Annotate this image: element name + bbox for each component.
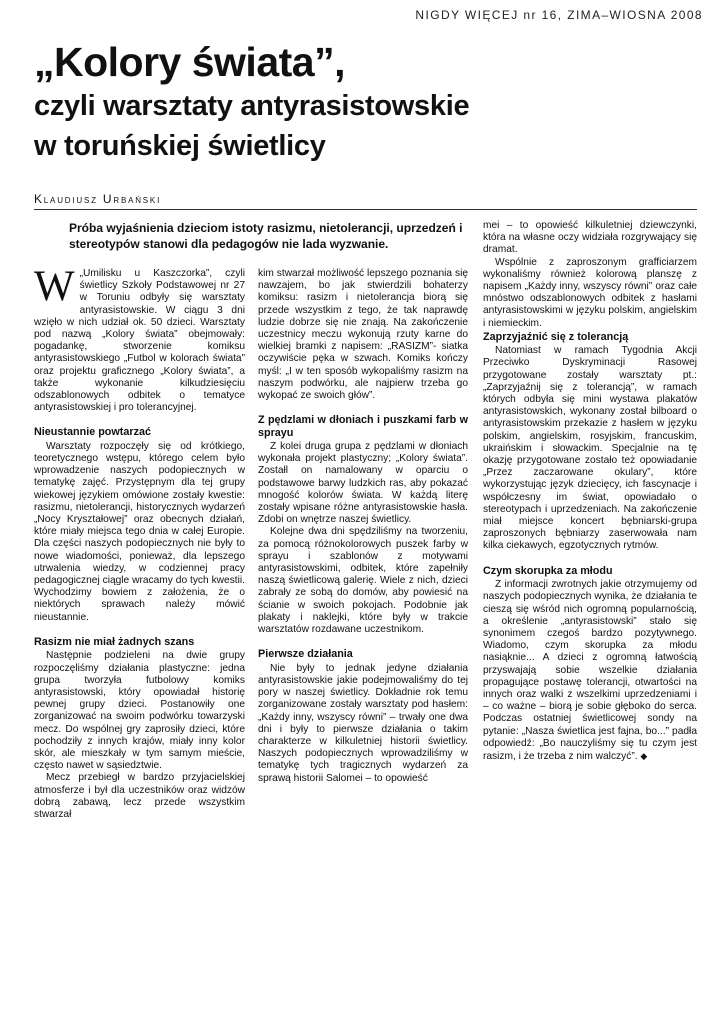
subheading: Z pędzlami w dłoniach i puszkami farb w sprayu (258, 414, 468, 439)
paragraph-text: „Umilisku u Kaszczorka”, czyli świetlicy Szkoły Podstawowej nr 27 w Toruniu odbyły się warsztaty antyrasistowskie. W ciągu 3 dni wzięło w nich udział ok. 50 dzieci. Warsztaty pod nazwą „Kolory świata” obejmowały: pogadankę, stworzenie komiksu antyrasistowskiego „Futbol w kolorach świata” oraz projektu graficznego „Kolory świata”, a także wykonanie kilkudziesięciu odszablonowych odbitek o tematyce antyrasistowskiej i pro tolerancyjnej. (34, 268, 245, 414)
paragraph: Wspólnie z zaproszonym grafficiarzem wykonaliśmy również kolorową planszę z napisem „Każdy inny, wszyscy równi” oraz całe mnóstwo odszablonowych odbitek z hasłami antyrasistowskimi w języku polskim, angielskim i niemieckim. (483, 256, 697, 329)
article-title (34, 38, 694, 166)
title-line-3: w toruńskiej świetlicy (34, 130, 326, 162)
byline-rule (34, 209, 697, 210)
paragraph: Kolejne dwa dni spędziliśmy na tworzeniu, za pomocą różnokolorowych puszek farby w sprayu i szablonów z motywami antyrasistowskimi, odbitek, które zapełniły naszą świetlicową galerię. Wiele z nich, dzieci zabrały ze sobą do domów, aby powiesić na ścianie w swoich pokojach. Podobnie jak plakaty i naklejki, które były w trakcie warsztatów rozdawane uczestnikom. (258, 526, 468, 636)
paragraph-text: Z informacji zwrotnych jakie otrzymujemy od naszych podopiecznych wynika, że działania te cieszą się wśród nich ogromną popularnością, a określenie „antyrasistowski” stało się synonimem czegoś bardzo pozytywnego. Wiadomo, czym skorupka za młodu nasiąknie... A dzieci z ogromną łatwością przyswajają sobie wszelkie działania propagujące postawę tolerancji, otwartości na innych oraz walki z wszelkimi uprzedzeniami i – co ważne – biorą je sobie głęboko do serca. Podczas ostatniej świetlicowej sondy na pytanie: „Nasza świetlica jest fajna, bo...” padła odpowiedź: „Bo nauczyliśmy się tu czym jest rasizm, i że trzeba z nim walczyć”. (483, 579, 697, 762)
paragraph: mei – to opowieść kilkuletniej dziewczynki, która na własne oczy widziała rozgrywający się dramat. (483, 220, 697, 256)
column-1 (34, 263, 245, 821)
drop-cap: W (34, 263, 75, 310)
paragraph: kim stwarzał możliwość lepszego poznania się nawzajem, bo jak stwierdzili bohaterzy komiksu: rasizm i nietolerancja biorą się przede wszystkim z tego, że tak naprawdę ludzie dobrze się nie znają. Na zakończenie uczestnicy meczu wykonują rzuty karne do wielkiej bramki z napisem: „RASIZM”- siatka oczywiście pęka w szwach. Komiks kończy myśl: „I w ten sposób wykopaliśmy rasizm na naszym podwórku, ale najpierw trzeba go wykopać ze swoich głów”. (258, 268, 468, 402)
column-2 (258, 268, 468, 785)
title-line-2: czyli warsztaty antyrasistowskie (34, 90, 470, 122)
paragraph (34, 263, 245, 414)
title-line-1: „Kolory świata”, (34, 39, 345, 85)
lead-paragraph: Próba wyjaśnienia dzieciom istoty rasizmu, nietolerancji, uprzedzeń i stereotypów stanowi dla pedagogów nie lada wyzwanie. (69, 221, 463, 251)
paragraph (483, 579, 697, 763)
paragraph: Warsztaty rozpoczęły się od krótkiego, teoretycznego wstępu, którego celem było wprowadzenie naszych podopiecznych w tematykę zajęć. Przystępnym dla tej grupy wiekowej językiem omówione zostały kwestie: rasizmu, nietolerancji, historycznych wydarzeń „Nocy Kryształowej” oraz obecnych działań, które miały miejsca tego dnia w całej Europie. Dla części naszych podopiecznych nie były to nowe wiadomości, ponieważ, dla lepszego utrwalenia wiedzy, w codziennej pracy pedagogicznej ciągle wracamy do tych kwestii. Wychodzimy bowiem z założenia, że o niektórych sprawach należy mówić nieustannie. (34, 440, 245, 623)
subheading: Pierwsze działania (258, 648, 353, 661)
subheading: Czym skorupka za młodu (483, 564, 613, 577)
end-mark-icon: ◆ (640, 750, 648, 761)
running-head: NIGDY WIĘCEJ nr 16, ZIMA–WIOSNA 2008 (415, 8, 703, 22)
column-3 (483, 220, 697, 763)
paragraph: Natomiast w ramach Tygodnia Akcji Przeciwko Dyskryminacji Rasowej przygotowane zostały warsztaty pt.: „Zaprzyjaźnij się z tolerancją”, w ramach których odbyła się mini wystawa plakatów antyrasistowskich, wykonany został bilboard o antyrasistowskim przekazie z hasłem w języku polskim, angielskim, rosyjskim, francuskim, ukraińskim i słowackim. Specjalnie na tę okazję przygotowane zostało też opowiadanie „Przez zaczarowane okulary”, które wykorzystując język dziecięcy, ich fascynacje i współczesny im świat, opowiadało o stereotypach i uprzedzeniach. Na zakończenie miał miejsce koncert bębniarski-grupa zaproszonych bębniarzy zaserwowała nam kilka ciekawych, egzotycznych rytmów. (483, 345, 697, 552)
paragraph: Następnie podzieleni na dwie grupy rozpoczęliśmy działania plastyczne: jedna grupa tworzyła futbolowy komiks antyrasistowski, który opowiadał historię pewnej grupy dzieci. Postanowiły one zorganizować na swoim podwórku towarzyski mecz. Do wspólnej gry zaprosiły dzieci, które pochodziły z innych krajów, miały inny kolor skór, ale mieszkały w tym samym mieście, często nawet w sąsiedztwie. (34, 650, 245, 772)
paragraph: Z kolei druga grupa z pędzlami w dłoniach wykonała projekt plastyczny; „Kolory świata”. Zostałl on namalowany w oparciu o podstawowe barwy ludzkich ras, aby pokazać mnogość kolorów świata. W każdą literę zostały wpisane różne antyrasistowskie hasła. Zdobi on wnętrze naszej świetlicy. (258, 441, 468, 526)
paragraph: Mecz przebiegł w bardzo przyjacielskiej atmosferze i był dla uczestników oraz widzów dobrą zabawą, lecz przede wszystkim stwarzał (34, 772, 245, 820)
subheading: Rasizm nie miał żadnych szans (34, 635, 195, 648)
paragraph: Nie były to jednak jedyne działania antyrasistowskie jakie podejmowaliśmy do tej pory w naszej świetlicy. Dokładnie rok temu zorganizowane zostały warsztaty pod hasłem: „Każdy inny, wszyscy równi” – trwały one dwa dni i były to pierwsze działania o takim charakterze w kilkuletniej historii świetlicy. Naszych podopiecznych wprowadziliśmy w tematykę tych tragicznych wydarzeń za sprawą historii Salomei – to opowieść (258, 662, 468, 784)
subheading: Nieustannie powtarzać (34, 426, 151, 439)
author-byline: Klaudiusz Urbański (34, 192, 162, 206)
subheading: Zaprzyjaźnić się z tolerancją (483, 330, 629, 343)
